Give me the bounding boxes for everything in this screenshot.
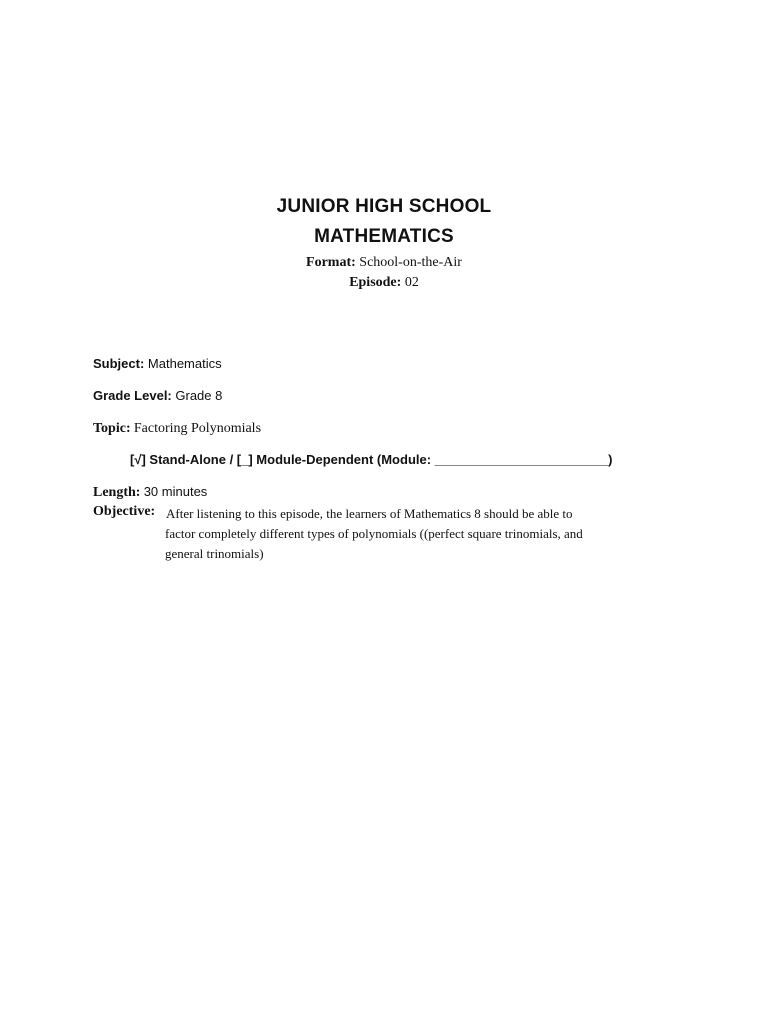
objective-line-3: general trinomials) [165, 546, 264, 561]
episode-label: Episode: [349, 275, 402, 290]
topic-value: Factoring Polynomials [133, 421, 262, 436]
objective-line-1: After listening to this episode, the learners of Mathematics 8 should be able to [166, 506, 573, 521]
topic-field [93, 420, 261, 437]
standalone-module-line: [√] Stand-Alone / [_] Module-Dependent (Module: ________________________) [130, 452, 613, 467]
subject-value: Mathematics [147, 356, 222, 371]
objective-line-2: factor completely different types of polynomials ((perfect square trinomials, and [165, 526, 583, 541]
length-field [93, 484, 207, 501]
subject-label: Subject: [93, 356, 145, 371]
objective-label: Objective: [93, 504, 156, 519]
grade-level-value: Grade 8 [175, 388, 223, 403]
length-value: 30 minutes [143, 484, 208, 499]
format-value: School-on-the-Air [359, 255, 462, 270]
episode-value: 02 [404, 275, 419, 290]
format-line [0, 255, 768, 271]
grade-level-label: Grade Level: [93, 388, 172, 403]
topic-label: Topic: [93, 421, 131, 436]
episode-line [0, 275, 768, 291]
subject-field [93, 356, 222, 371]
document-title-line-2: MATHEMATICS [314, 226, 454, 247]
format-label: Format: [306, 255, 356, 270]
objective-text [165, 504, 685, 564]
document-title-line-1: JUNIOR HIGH SCHOOL [276, 196, 492, 217]
grade-level-field [93, 388, 222, 403]
length-label: Length: [93, 485, 141, 500]
